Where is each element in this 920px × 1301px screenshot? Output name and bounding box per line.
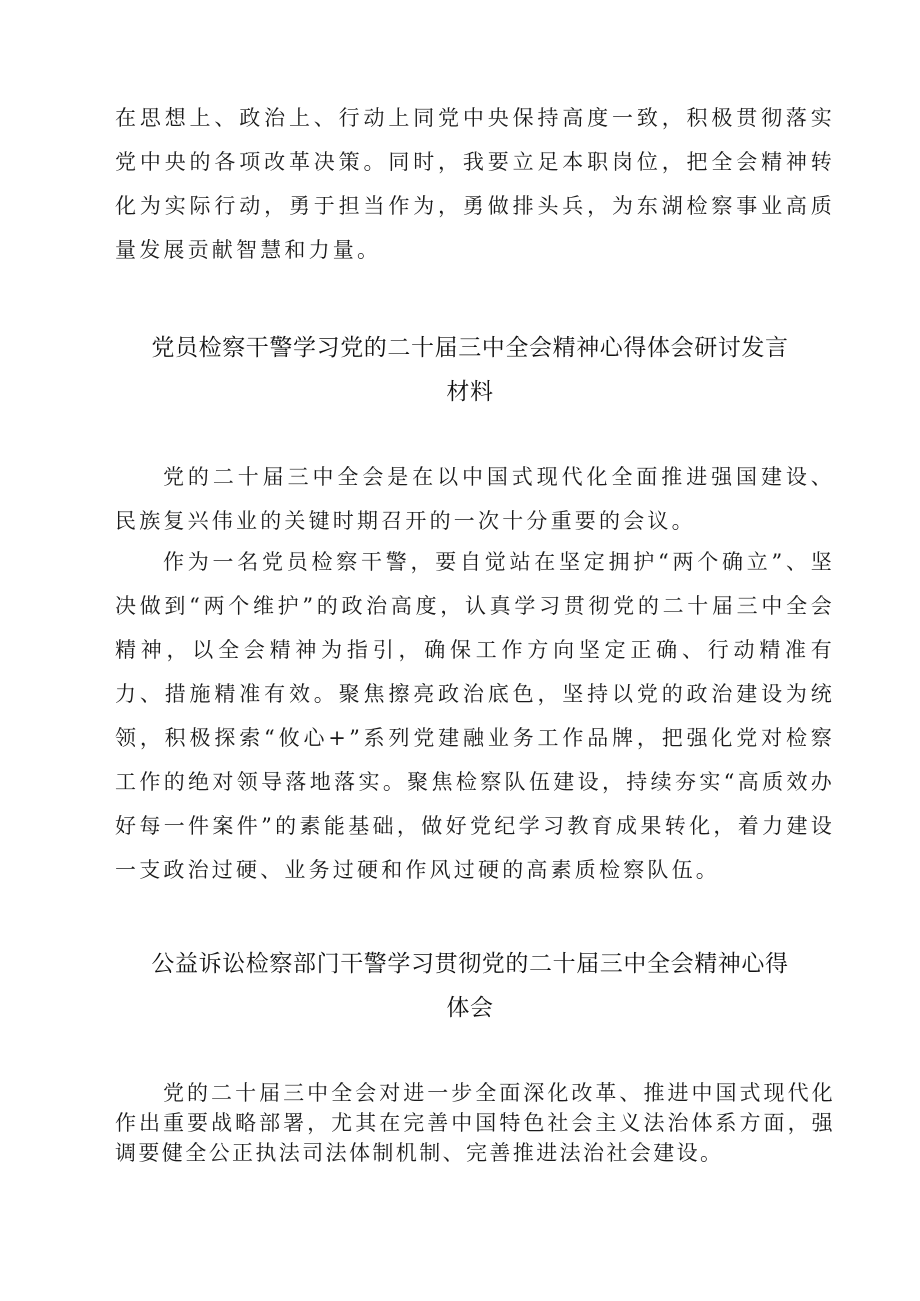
section-1-title: 党员检察干警学习党的二十届三中全会精神心得体会研讨发言材料 (151, 335, 789, 405)
continuation-paragraph: 在思想上、政治上、行动上同党中央保持高度一致，积极贯彻落实党中央的各项改革决策。同时，我要立足本职岗位，把全会精神转化为实际行动，勇于担当作为，勇做排头兵，为东湖检察事业高质量发展贡献智慧和力量。 (115, 106, 835, 262)
section-2-paragraph-1: 党的二十届三中全会对进一步全面深化改革、推进中国式现代化作出重要战略部署，尤其在完善中国特色社会主义法治体系方面，强调要健全公正执法司法体制机制、完善推进法治社会建设。 (115, 1081, 835, 1165)
section-1-paragraph-1: 党的二十届三中全会是在以中国式现代化全面推进强国建设、民族复兴伟业的关键时期召开的一次十分重要的会议。 (115, 465, 835, 533)
section-2-title: 公益诉讼检察部门干警学习贯彻党的二十届三中全会精神心得体会 (151, 951, 789, 1021)
section-1-paragraph-2: 作为一名党员检察干警，要自觉站在坚定拥护“两个确立”、坚决做到“两个维护”的政治高度，认真学习贯彻党的二十届三中全会精神，以全会精神为指引，确保工作方向坚定正确、行动精准有力、措施精准有效。聚焦擦亮政治底色，坚持以党的政治建设为统领，积极探索“攸心+”系列党建融业务工作品牌，把强化党对检察工作的绝对领导落地落实。聚焦检察队伍建设，持续夯实“高质效办好每一件案件”的素能基础，做好党纪学习教育成果转化，着力建设一支政治过硬、业务过硬和作风过硬的高素质检察队伍。 (115, 550, 835, 882)
